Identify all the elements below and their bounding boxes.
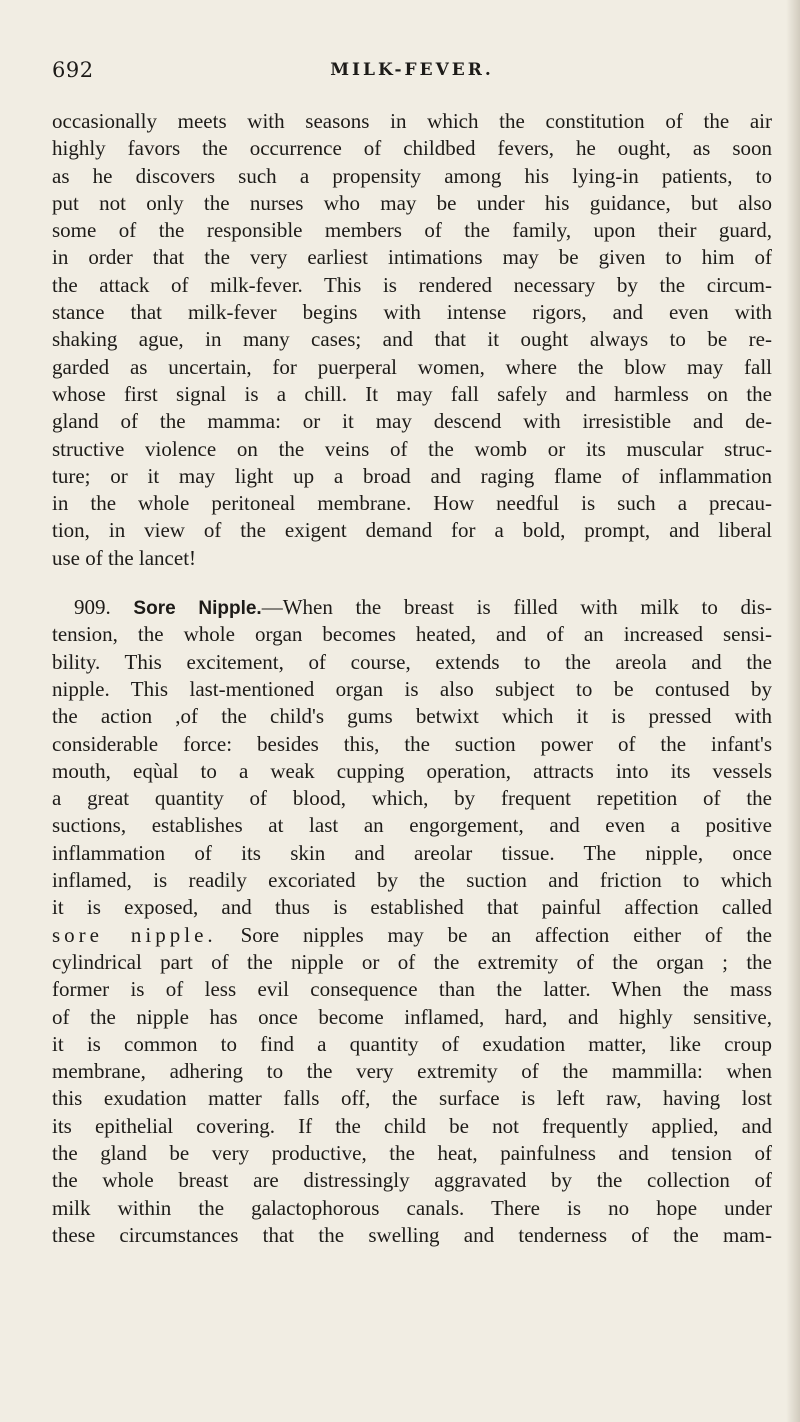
text-line: the gland be very productive, the heat, painfulness and tension of — [52, 1140, 772, 1165]
text-line: milk within the galactophorous canals. There is no hope under — [52, 1195, 772, 1220]
text-line: a great quantity of blood, which, by frequent repetition of the — [52, 786, 772, 811]
text-line: inflamed, is readily excoriated by the suction and friction to which — [52, 868, 772, 893]
text-line: stance that milk-fever begins with intense rigors, and even with — [52, 300, 772, 325]
text-line: occasionally meets with seasons in which the constitution of the air — [52, 109, 772, 133]
text-line: in order that the very earliest intimations may be given to him of — [52, 245, 772, 270]
text-line: the action ,of the child's gums betwixt which it is pressed with — [52, 704, 772, 729]
spaced-line-text: Sore nipples may be an affection either of the — [240, 922, 772, 947]
section-title: Sore Nipple. — [133, 598, 262, 620]
text-line: these circumstances that the swelling and tenderness of the mam- — [52, 1222, 772, 1247]
running-head: MILK-FEVER. — [330, 60, 494, 80]
text-line: this exudation matter falls off, the surface is left raw, having lost — [52, 1086, 772, 1111]
text-line: inflammation of its skin and areolar tissue. The nipple, once — [52, 840, 772, 865]
text-line: highly favors the occurrence of childbed fevers, he ought, as soon — [52, 136, 772, 161]
body-text — [52, 108, 772, 1249]
page-header — [52, 58, 772, 88]
text-line: membrane, adhering to the very extremity of the mammilla: when — [52, 1059, 772, 1084]
text-line: shaking ague, in many cases; and that it ought always to be re- — [52, 327, 772, 352]
text-line: it is common to find a quantity of exudation matter, like croup — [52, 1031, 772, 1056]
section-909 — [52, 594, 772, 1249]
text-line: mouth, eqùal to a weak cupping operation, attracts into its vessels — [52, 758, 772, 783]
paragraph-1 — [52, 108, 772, 572]
text-line: some of the responsible members of the family, upon their guard, — [52, 218, 772, 243]
text-line: in the whole peritoneal membrane. How needful is such a precau- — [52, 491, 772, 516]
text-line: ture; or it may light up a broad and raging flame of inflammation — [52, 463, 772, 488]
text-line: bility. This excitement, of course, extends to the areola and the — [52, 649, 772, 674]
section-first-line-text: —When the breast is filled with milk to dis- — [261, 595, 773, 620]
text-line: cylindrical part of the nipple or of the extremity of the organ ; the — [52, 949, 772, 974]
text-line: as he discovers such a propensity among his lying-in patients, to — [52, 163, 772, 188]
section-number: 909. — [74, 595, 111, 620]
text-line: nipple. This last-mentioned organ is also subject to be contused by — [52, 676, 772, 701]
text-line: whose first signal is a chill. It may fall safely and harmless on the — [52, 381, 772, 406]
text-line: the whole breast are distressingly aggravated by the collection of — [52, 1168, 772, 1193]
paragraph-gap — [52, 572, 772, 594]
text-line: suctions, establishes at last an engorgement, and even a positive — [52, 813, 772, 838]
text-line: use of the lancet! — [52, 545, 197, 570]
text-line: considerable force: besides this, the suction power of the infant's — [52, 731, 772, 756]
page-edge-shadow — [786, 0, 800, 1422]
section-first-line — [52, 594, 772, 621]
text-line: tion, in view of the exigent demand for a bold, prompt, and liberal — [52, 518, 772, 543]
spaced-term: sore nipple. — [52, 922, 217, 947]
text-line: structive violence on the veins of the womb or its muscular struc- — [52, 436, 772, 461]
text-line: tension, the whole organ becomes heated, and of an increased sensi- — [52, 622, 772, 647]
text-line: of the nipple has once become inflamed, hard, and highly sensitive, — [52, 1004, 772, 1029]
page-number: 692 — [52, 58, 94, 82]
text-line: garded as uncertain, for puerperal women, where the blow may fall — [52, 354, 772, 379]
text-line: put not only the nurses who may be under his guidance, but also — [52, 190, 772, 215]
text-line: its epithelial covering. If the child be not frequently applied, and — [52, 1113, 772, 1138]
text-line: the attack of milk-fever. This is rendered necessary by the circum- — [52, 272, 772, 297]
text-line: gland of the mamma: or it may descend with irresistible and de- — [52, 409, 772, 434]
text-line: it is exposed, and thus is established that painful affection called — [52, 895, 772, 920]
text-line: former is of less evil consequence than the latter. When the mass — [52, 977, 772, 1002]
spaced-term-line — [52, 922, 772, 949]
